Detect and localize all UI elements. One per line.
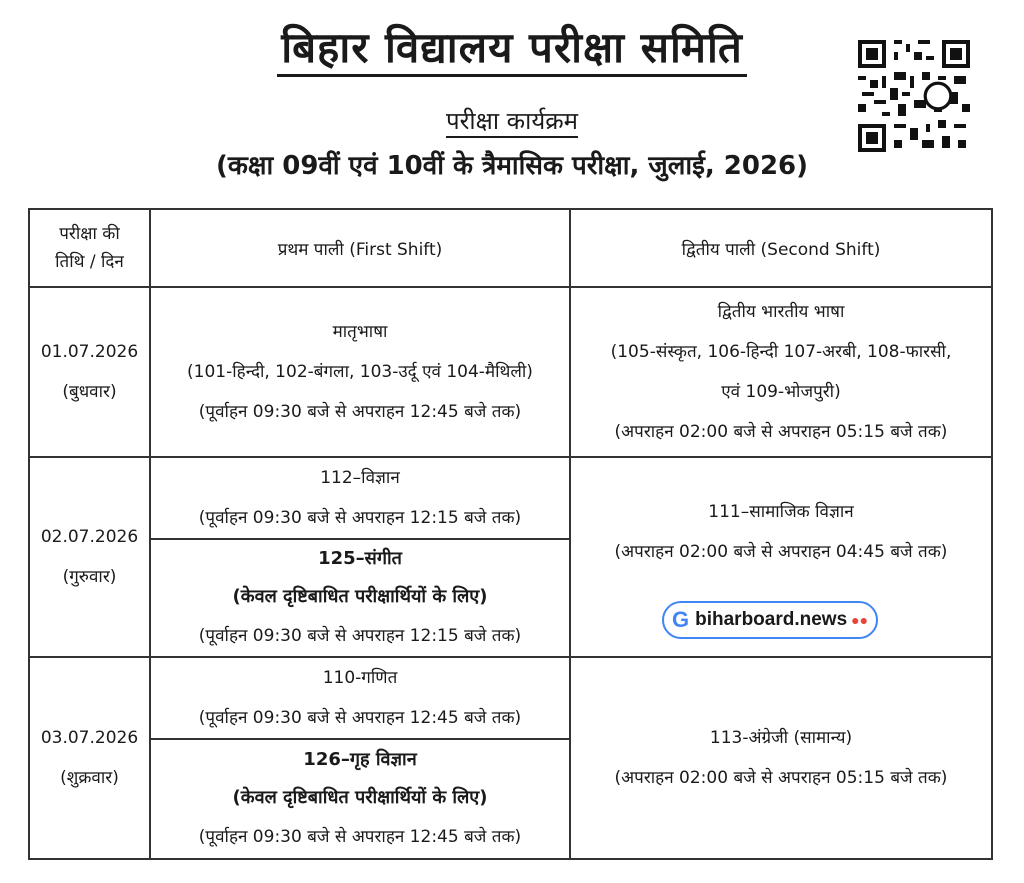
date-cell [29, 287, 150, 457]
subject-name: द्वितीय भारतीय भाषा [717, 302, 845, 322]
subject-name: 126–गृह विज्ञान [303, 749, 417, 770]
second-shift-cell [570, 287, 992, 457]
exam-date: 02.07.2026 [40, 527, 139, 547]
board-title-text: बिहार विद्यालय परीक्षा समिति [277, 23, 747, 77]
date-header-line2: तिथि / दिन [55, 252, 124, 272]
subject-name: 113-अंग्रेजी (सामान्य) [709, 728, 853, 748]
table-row [29, 457, 992, 539]
site-watermark [662, 601, 878, 639]
first-shift-cell [150, 539, 570, 657]
google-g-icon: G [672, 607, 690, 632]
subject-name: 110-गणित [322, 668, 398, 688]
first-shift-header: प्रथम पाली (First Shift) [150, 209, 570, 287]
date-cell [29, 657, 150, 859]
subject-detail: एवं 109-भोजपुरी) [721, 382, 841, 402]
exam-day: (गुरुवार) [62, 567, 117, 587]
exam-time: (पूर्वाहन 09:30 बजे से अपराहन 12:45 बजे तक) [198, 402, 522, 422]
qr-code-icon [858, 40, 970, 152]
exam-time: (अपराहन 02:00 बजे से अपराहन 05:15 बजे तक) [614, 422, 948, 442]
second-shift-cell [570, 657, 992, 859]
subject-name: 111–सामाजिक विज्ञान [708, 502, 854, 522]
first-shift-cell [150, 739, 570, 859]
subject-name: 112–विज्ञान [320, 468, 400, 488]
exam-time: (अपराहन 02:00 बजे से अपराहन 05:15 बजे तक) [614, 768, 948, 788]
exam-time: (अपराहन 02:00 बजे से अपराहन 04:45 बजे तक) [614, 542, 948, 562]
exam-time: (पूर्वाहन 09:30 बजे से अपराहन 12:15 बजे तक) [198, 508, 522, 528]
table-row [29, 287, 992, 457]
exam-day: (शुक्रवार) [60, 768, 119, 788]
exam-date: 01.07.2026 [40, 342, 139, 362]
first-shift-cell [150, 657, 570, 739]
first-shift-cell [150, 457, 570, 539]
subject-detail: (101-हिन्दी, 102-बंगला, 103-उर्दू एवं 104-मैथिली) [187, 362, 533, 382]
exam-schedule-table [28, 208, 993, 860]
subject-note: (केवल दृष्टिबाधित परीक्षार्थियों के लिए) [232, 787, 488, 808]
date-column-header [29, 209, 150, 287]
subject-name: 125–संगीत [318, 548, 402, 569]
exam-time: (पूर्वाहन 09:30 बजे से अपराहन 12:45 बजे तक) [198, 708, 522, 728]
date-header-line1: परीक्षा की [59, 224, 120, 244]
subject-name: मातृभाषा [332, 322, 388, 342]
schedule-subtitle-text: परीक्षा कार्यक्रम [446, 107, 578, 138]
exam-day: (बुधवार) [62, 382, 117, 402]
exam-description: (कक्षा 09वीं एवं 10वीं के त्रैमासिक परीक्षा, जुलाई, 2026) [215, 151, 809, 181]
table-header-row [29, 209, 992, 287]
date-cell [29, 457, 150, 657]
watermark-text: biharboard.news [695, 609, 848, 630]
second-shift-header: द्वितीय पाली (Second Shift) [570, 209, 992, 287]
exam-time: (पूर्वाहन 09:30 बजे से अपराहन 12:45 बजे तक) [198, 827, 522, 847]
first-shift-cell [150, 287, 570, 457]
exam-date: 03.07.2026 [40, 728, 139, 748]
table-row [29, 657, 992, 739]
subject-detail: (105-संस्कृत, 106-हिन्दी 107-अरबी, 108-फारसी, [610, 342, 952, 362]
exam-time: (पूर्वाहन 09:30 बजे से अपराहन 12:15 बजे तक) [198, 626, 522, 646]
subject-note: (केवल दृष्टिबाधित परीक्षार्थियों के लिए) [232, 586, 488, 607]
google-dots-icon: ●● [851, 612, 869, 628]
